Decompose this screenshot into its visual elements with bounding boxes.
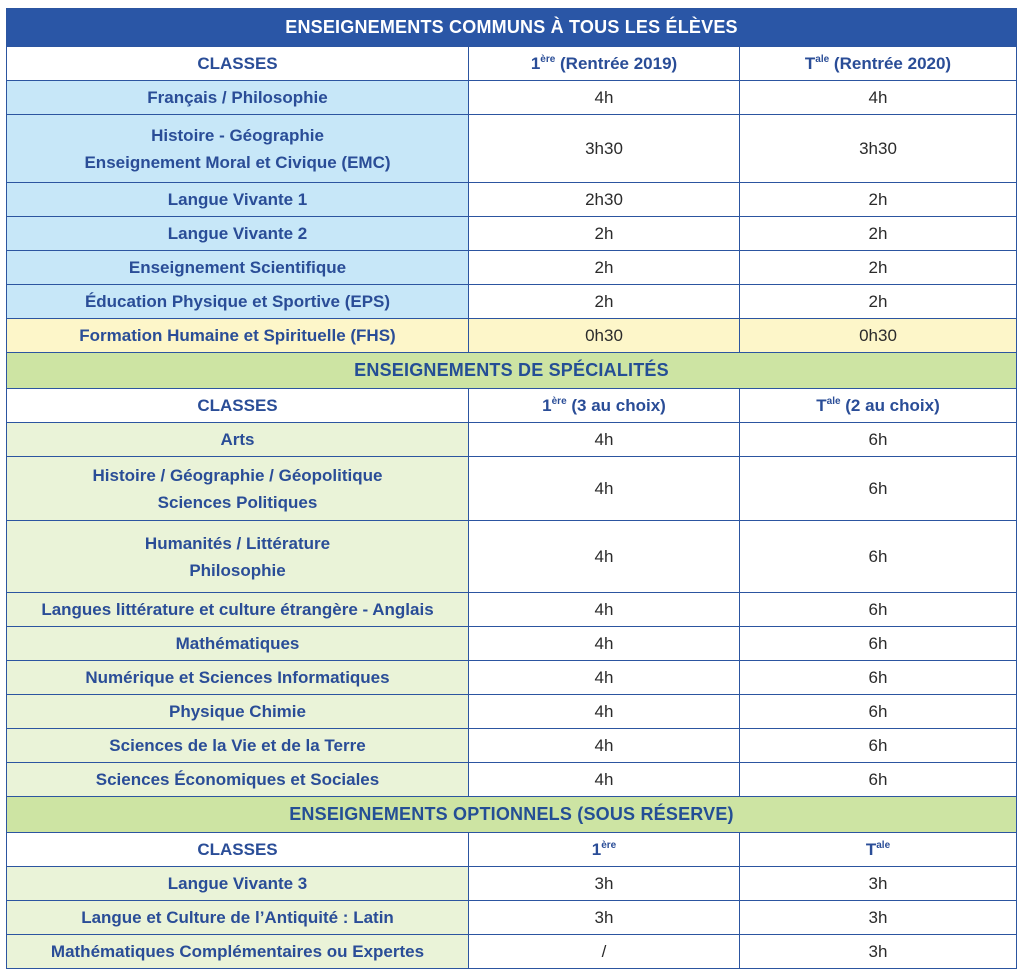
header-terminale-base: T xyxy=(816,396,827,415)
hours-premiere: 2h xyxy=(469,285,740,319)
subject-label: Sciences de la Vie et de la Terre xyxy=(7,729,469,763)
hours-terminale: 6h xyxy=(740,627,1017,661)
header-row-optionnels xyxy=(7,833,1017,867)
header-terminale-sup: ale xyxy=(826,396,841,407)
hours-premiere: 4h xyxy=(469,521,740,593)
header-classes: CLASSES xyxy=(7,47,469,81)
header-premiere-base: 1 xyxy=(591,840,602,859)
subject-label: Enseignement Scientifique xyxy=(7,251,469,285)
header-premiere-sup: ère xyxy=(551,396,567,407)
header-premiere xyxy=(469,389,740,423)
hours-terminale: 2h xyxy=(740,251,1017,285)
hours-terminale: 3h30 xyxy=(740,115,1017,183)
subject-label: Éducation Physique et Sportive (EPS) xyxy=(7,285,469,319)
hours-terminale: 0h30 xyxy=(740,319,1017,353)
hours-terminale: 2h xyxy=(740,217,1017,251)
header-premiere-sup: ère xyxy=(601,840,617,851)
table-row-fhs xyxy=(7,319,1017,353)
hours-premiere: 4h xyxy=(469,763,740,797)
subject-label: Arts xyxy=(7,423,469,457)
subject-label: Langue Vivante 1 xyxy=(7,183,469,217)
hours-premiere: 2h30 xyxy=(469,183,740,217)
table-row xyxy=(7,423,1017,457)
hours-terminale: 6h xyxy=(740,593,1017,627)
hours-terminale: 3h xyxy=(740,867,1017,901)
hours-terminale: 6h xyxy=(740,763,1017,797)
hours-premiere: 2h xyxy=(469,217,740,251)
hours-premiere: 4h xyxy=(469,457,740,521)
header-terminale-base: T xyxy=(804,54,816,73)
subject-label xyxy=(7,457,469,521)
hours-terminale: 6h xyxy=(740,695,1017,729)
header-terminale-base: T xyxy=(865,840,877,859)
table-row xyxy=(7,81,1017,115)
header-terminale xyxy=(740,47,1017,81)
table-row xyxy=(7,867,1017,901)
header-row-common xyxy=(7,47,1017,81)
subject-label xyxy=(7,521,469,593)
hours-terminale: 3h xyxy=(740,935,1017,969)
table-row xyxy=(7,521,1017,593)
subject-label: Mathématiques xyxy=(7,627,469,661)
subject-label: Langue et Culture de l’Antiquité : Latin xyxy=(7,901,469,935)
section-title-row-optionnels xyxy=(7,797,1017,833)
hours-premiere: 4h xyxy=(469,729,740,763)
subject-label: Physique Chimie xyxy=(7,695,469,729)
subject-label xyxy=(7,115,469,183)
subject-label: Langue Vivante 2 xyxy=(7,217,469,251)
table-row xyxy=(7,763,1017,797)
subject-label-line2: Sciences Politiques xyxy=(157,492,318,512)
table-row xyxy=(7,695,1017,729)
hours-terminale: 6h xyxy=(740,661,1017,695)
hours-premiere: 3h xyxy=(469,867,740,901)
hours-premiere: 3h xyxy=(469,901,740,935)
subject-label-line2: Enseignement Moral et Civique (EMC) xyxy=(84,152,391,172)
hours-premiere: 4h xyxy=(469,695,740,729)
hours-terminale: 2h xyxy=(740,285,1017,319)
table-row xyxy=(7,661,1017,695)
hours-terminale: 6h xyxy=(740,521,1017,593)
table-row xyxy=(7,593,1017,627)
header-premiere-sup: ère xyxy=(540,54,556,65)
hours-premiere: / xyxy=(469,935,740,969)
hours-terminale: 4h xyxy=(740,81,1017,115)
subject-label-line1: Histoire - Géographie xyxy=(151,125,324,145)
hours-terminale: 6h xyxy=(740,729,1017,763)
subject-label-line2: Philosophie xyxy=(189,560,286,580)
header-premiere xyxy=(469,833,740,867)
section-title-row-common xyxy=(7,9,1017,47)
header-premiere-base: 1 xyxy=(530,54,541,73)
section-title-common: ENSEIGNEMENTS COMMUNS À TOUS LES ÉLÈVES xyxy=(7,9,1017,47)
table-row xyxy=(7,285,1017,319)
hours-premiere: 4h xyxy=(469,593,740,627)
table-row xyxy=(7,901,1017,935)
hours-terminale: 6h xyxy=(740,457,1017,521)
hours-terminale: 6h xyxy=(740,423,1017,457)
subject-label: Français / Philosophie xyxy=(7,81,469,115)
table-row xyxy=(7,457,1017,521)
header-premiere-rest: (3 au choix) xyxy=(566,396,666,415)
subject-label: Mathématiques Complémentaires ou Expertes xyxy=(7,935,469,969)
table-row xyxy=(7,729,1017,763)
hours-premiere: 2h xyxy=(469,251,740,285)
table-row xyxy=(7,115,1017,183)
subject-label: Langues littérature et culture étrangère - Anglais xyxy=(7,593,469,627)
header-terminale xyxy=(740,833,1017,867)
table-row xyxy=(7,251,1017,285)
table-row xyxy=(7,935,1017,969)
header-terminale-rest: (2 au choix) xyxy=(840,396,940,415)
hours-premiere: 4h xyxy=(469,81,740,115)
hours-premiere: 4h xyxy=(469,627,740,661)
subject-label: Langue Vivante 3 xyxy=(7,867,469,901)
subject-label-line1: Histoire / Géographie / Géopolitique xyxy=(92,465,383,485)
curriculum-table xyxy=(6,8,1017,969)
header-row-specialites xyxy=(7,389,1017,423)
hours-terminale: 3h xyxy=(740,901,1017,935)
header-terminale-sup: ale xyxy=(815,54,830,65)
header-classes: CLASSES xyxy=(7,833,469,867)
header-terminale-rest: (Rentrée 2020) xyxy=(829,54,952,73)
section-title-specialites: ENSEIGNEMENTS DE SPÉCIALITÉS xyxy=(7,353,1017,389)
hours-premiere: 0h30 xyxy=(469,319,740,353)
header-terminale xyxy=(740,389,1017,423)
header-classes: CLASSES xyxy=(7,389,469,423)
section-title-row-specialites xyxy=(7,353,1017,389)
curriculum-table-wrapper xyxy=(6,8,1016,969)
header-premiere-base: 1 xyxy=(542,396,552,415)
section-title-optionnels: ENSEIGNEMENTS OPTIONNELS (SOUS RÉSERVE) xyxy=(7,797,1017,833)
hours-premiere: 3h30 xyxy=(469,115,740,183)
hours-terminale: 2h xyxy=(740,183,1017,217)
hours-premiere: 4h xyxy=(469,661,740,695)
subject-label: Sciences Économiques et Sociales xyxy=(7,763,469,797)
header-premiere xyxy=(469,47,740,81)
table-row xyxy=(7,183,1017,217)
subject-label: Numérique et Sciences Informatiques xyxy=(7,661,469,695)
hours-premiere: 4h xyxy=(469,423,740,457)
subject-label: Formation Humaine et Spirituelle (FHS) xyxy=(7,319,469,353)
header-premiere-rest: (Rentrée 2019) xyxy=(555,54,678,73)
subject-label-line1: Humanités / Littérature xyxy=(144,533,331,553)
table-row xyxy=(7,627,1017,661)
table-row xyxy=(7,217,1017,251)
header-terminale-sup: ale xyxy=(876,840,891,851)
